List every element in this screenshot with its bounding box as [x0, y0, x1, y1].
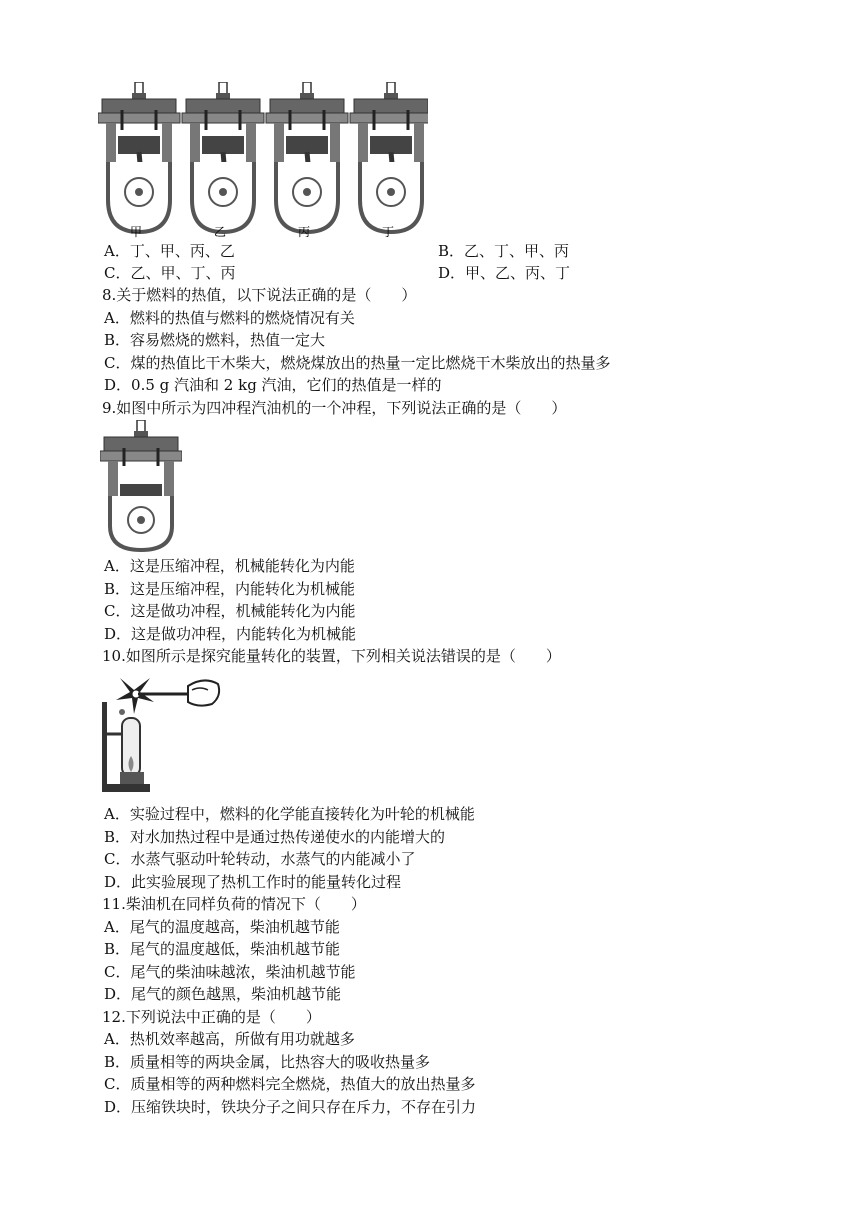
q10-option-c: C．水蒸气驱动叶轮转动，水蒸气的内能减小了	[104, 850, 416, 868]
q11-option-a: A．尾气的温度越高，柴油机越节能	[104, 918, 340, 936]
q12-option-b: B．质量相等的两块金属，比热容大的吸收热量多	[104, 1053, 431, 1071]
q7-option-a: A．丁、甲、丙、乙	[104, 242, 235, 260]
q12-option-d: D．压缩铁块时，铁块分子之间只存在斥力，不存在引力	[104, 1098, 477, 1116]
q9-stem: 9.如图中所示为四冲程汽油机的一个冲程，下列说法正确的是（ ）	[102, 399, 567, 417]
q10-stem: 10.如图所示是探究能量转化的装置，下列相关说法错误的是（ ）	[102, 647, 561, 665]
q12-option-a: A．热机效率越高，所做有用功就越多	[104, 1030, 355, 1048]
q10-option-d: D．此实验展现了热机工作时的能量转化过程	[104, 873, 402, 891]
q7-option-c: C．乙、甲、丁、丙	[104, 264, 236, 282]
q8-stem: 8.关于燃料的热值，以下说法正确的是（ ）	[102, 286, 417, 304]
q9-option-a: A．这是压缩冲程，机械能转化为内能	[104, 557, 355, 575]
energy-conversion-apparatus-figure	[100, 672, 224, 796]
engine-label-jia: 甲	[129, 225, 143, 239]
q8-option-a: A．燃料的热值与燃料的燃烧情况有关	[104, 309, 355, 327]
engine-label-ding: 丁	[381, 225, 395, 239]
engine-strokes-figure	[98, 82, 428, 242]
q11-option-d: D．尾气的颜色越黑，柴油机越节能	[104, 985, 342, 1003]
engine-label-yi: 乙	[213, 225, 227, 239]
q10-option-b: B．对水加热过程中是通过热传递使水的内能增大的	[104, 828, 446, 846]
q10-option-a: A．实验过程中，燃料的化学能直接转化为叶轮的机械能	[104, 805, 475, 823]
q9-option-c: C．这是做功冲程，机械能转化为内能	[104, 602, 356, 620]
q7-option-d: D．甲、乙、丙、丁	[438, 264, 571, 282]
q12-option-c: C．质量相等的两种燃料完全燃烧，热值大的放出热量多	[104, 1075, 476, 1093]
q9-option-d: D．这是做功冲程，内能转化为机械能	[104, 625, 357, 643]
q8-option-b: B．容易燃烧的燃料，热值一定大	[104, 331, 326, 349]
q8-option-d: D．0.5 g 汽油和 2 kg 汽油，它们的热值是一样的	[104, 376, 442, 394]
engine-label-bing: 丙	[297, 225, 311, 239]
q9-option-b: B．这是压缩冲程，内能转化为机械能	[104, 580, 356, 598]
q7-option-b: B．乙、丁、甲、丙	[438, 242, 570, 260]
q11-option-c: C．尾气的柴油味越浓，柴油机越节能	[104, 963, 356, 981]
single-engine-figure	[100, 420, 182, 552]
q12-stem: 12.下列说法中正确的是（ ）	[102, 1008, 321, 1026]
q11-stem: 11.柴油机在同样负荷的情况下（ ）	[102, 895, 366, 913]
q8-option-c: C．煤的热值比干木柴大，燃烧煤放出的热量一定比燃烧干木柴放出的热量多	[104, 354, 611, 372]
q11-option-b: B．尾气的温度越低，柴油机越节能	[104, 940, 341, 958]
